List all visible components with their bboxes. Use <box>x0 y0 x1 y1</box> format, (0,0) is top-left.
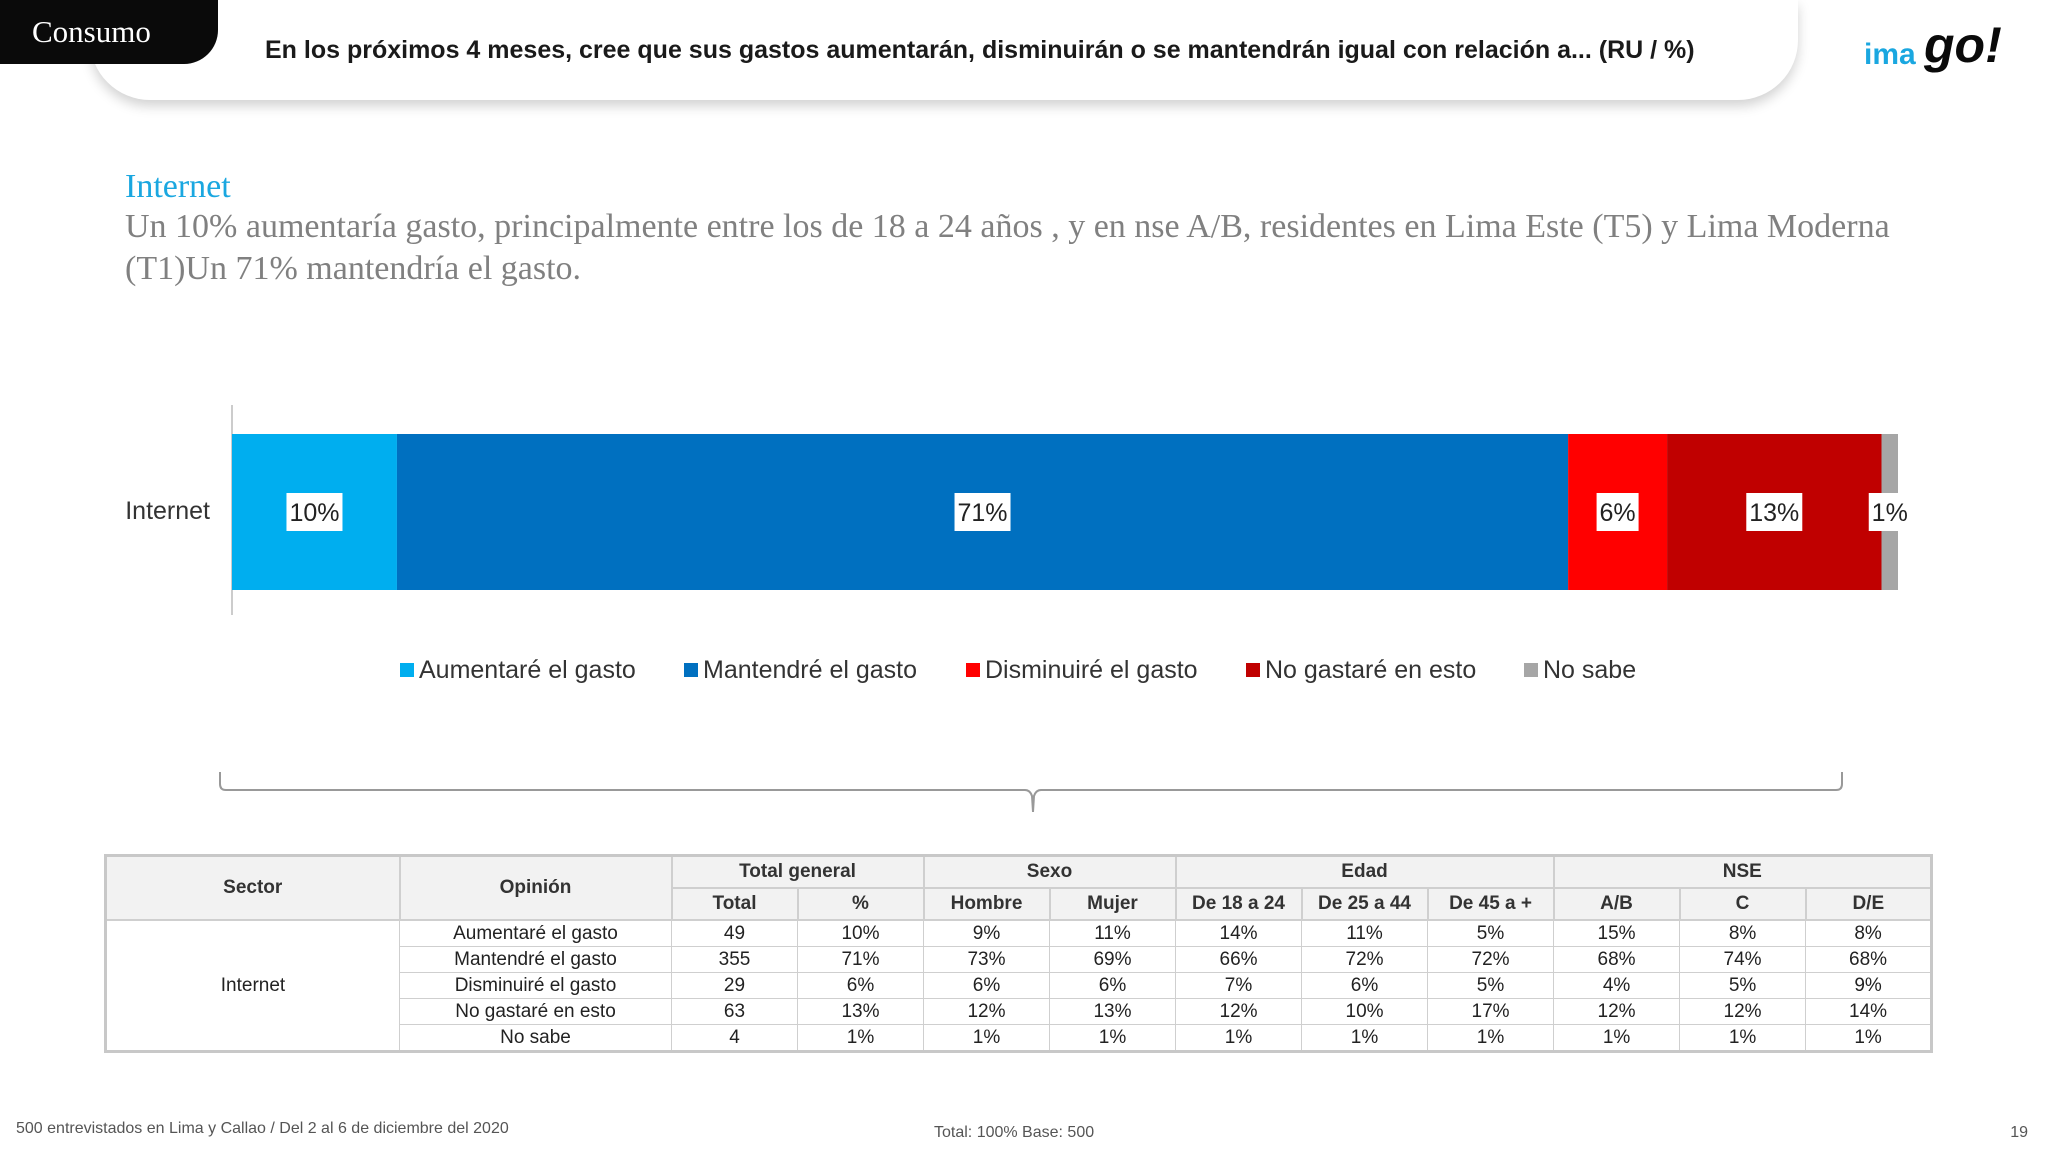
value-cell: 11% <box>1050 920 1176 947</box>
brand-logo <box>1862 16 2012 80</box>
legend-label-0: Aumentaré el gasto <box>419 656 636 684</box>
opinion-cell: Mantendré el gasto <box>400 947 672 973</box>
value-cell: 6% <box>1302 973 1428 999</box>
data-label-3: 13% <box>1749 499 1800 527</box>
sector-cell: Internet <box>106 920 400 1052</box>
value-cell: 11% <box>1302 920 1428 947</box>
value-cell: 17% <box>1428 999 1554 1025</box>
question-text: En los próximos 4 meses, cree que sus gastos aumentarán, disminuirán o se mantendrán igual con relación a... (RU / %) <box>265 36 1695 64</box>
value-cell: 1% <box>1554 1025 1680 1052</box>
value-cell: 5% <box>1428 920 1554 947</box>
value-cell: 13% <box>798 999 924 1025</box>
value-cell: 15% <box>1554 920 1680 947</box>
header-nse-de: D/E <box>1806 888 1932 920</box>
header-mujer: Mujer <box>1050 888 1176 920</box>
value-cell: 68% <box>1806 947 1932 973</box>
bar-group <box>232 434 1911 590</box>
value-cell: 71% <box>798 947 924 973</box>
legend-swatch-3 <box>1246 663 1260 677</box>
value-cell: 68% <box>1554 947 1680 973</box>
value-cell: 14% <box>1176 920 1302 947</box>
value-cell: 66% <box>1176 947 1302 973</box>
value-cell: 1% <box>924 1025 1050 1052</box>
table-row <box>106 920 1932 947</box>
value-cell: 10% <box>798 920 924 947</box>
logo-text: ima <box>1864 38 1916 71</box>
header-nse-ab: A/B <box>1554 888 1680 920</box>
value-cell: 49 <box>672 920 798 947</box>
value-cell: 73% <box>924 947 1050 973</box>
value-cell: 1% <box>1050 1025 1176 1052</box>
legend-label-2: Disminuiré el gasto <box>985 656 1198 684</box>
data-label-2: 6% <box>1599 499 1636 527</box>
summary-title: Internet <box>125 168 231 205</box>
table-body <box>106 920 1932 1052</box>
legend-label-1: Mantendré el gasto <box>703 656 918 684</box>
footer-source: 500 entrevistados en Lima y Callao / Del 2 al 6 de diciembre del 2020 <box>16 1120 509 1137</box>
value-cell: 72% <box>1428 947 1554 973</box>
header-total-general: Total general <box>672 856 924 889</box>
value-cell: 12% <box>1680 999 1806 1025</box>
value-cell: 9% <box>924 920 1050 947</box>
legend-swatch-1 <box>684 663 698 677</box>
value-cell: 6% <box>1050 973 1176 999</box>
value-cell: 6% <box>798 973 924 999</box>
header-sector: Sector <box>106 856 400 921</box>
summary-text: Un 10% aumentaría gasto, principalmente entre los de 18 a 24 años , y en nse A/B, residentes en Lima Este (T5) y Lima Moderna (T1)Un 71% mantendría el gasto. <box>125 208 1890 287</box>
value-cell: 1% <box>1680 1025 1806 1052</box>
section-tag: Consumo <box>0 0 218 64</box>
legend-label-4: No sabe <box>1543 656 1637 684</box>
logo-text-2: go! <box>1924 17 2002 73</box>
data-label-0: 10% <box>289 499 340 527</box>
value-cell: 8% <box>1680 920 1806 947</box>
value-cell: 29 <box>672 973 798 999</box>
value-cell: 1% <box>1176 1025 1302 1052</box>
legend <box>400 656 1636 684</box>
legend-swatch-2 <box>966 663 980 677</box>
header-edad-25-44: De 25 a 44 <box>1302 888 1428 920</box>
legend-item-4 <box>1524 656 1636 684</box>
footer-base: Total: 100% Base: 500 <box>934 1124 1095 1141</box>
legend-item-3 <box>1246 656 1476 684</box>
legend-swatch-0 <box>400 663 414 677</box>
data-label-4: 1% <box>1871 499 1908 527</box>
value-cell: 12% <box>924 999 1050 1025</box>
opinion-cell: Disminuiré el gasto <box>400 973 672 999</box>
legend-label-3: No gastaré en esto <box>1265 656 1477 684</box>
results-table <box>104 854 1933 1053</box>
value-cell: 5% <box>1428 973 1554 999</box>
value-cell: 4% <box>1554 973 1680 999</box>
header-sexo: Sexo <box>924 856 1176 889</box>
page-number: 19 <box>2010 1124 2028 1141</box>
legend-swatch-4 <box>1524 663 1538 677</box>
value-cell: 12% <box>1176 999 1302 1025</box>
header-hombre: Hombre <box>924 888 1050 920</box>
value-cell: 1% <box>798 1025 924 1052</box>
opinion-cell: No gastaré en esto <box>400 999 672 1025</box>
legend-item-0 <box>400 656 636 684</box>
value-cell: 6% <box>924 973 1050 999</box>
value-cell: 8% <box>1806 920 1932 947</box>
opinion-cell: Aumentaré el gasto <box>400 920 672 947</box>
header-nse: NSE <box>1554 856 1932 889</box>
value-cell: 9% <box>1806 973 1932 999</box>
value-cell: 1% <box>1806 1025 1932 1052</box>
header-pct: % <box>798 888 924 920</box>
header-edad-18-24: De 18 a 24 <box>1176 888 1302 920</box>
table-brace <box>210 770 1850 820</box>
header-opinion: Opinión <box>400 856 672 921</box>
value-cell: 7% <box>1176 973 1302 999</box>
value-cell: 14% <box>1806 999 1932 1025</box>
data-label-1: 71% <box>957 499 1008 527</box>
value-cell: 1% <box>1302 1025 1428 1052</box>
header-nse-c: C <box>1680 888 1806 920</box>
value-cell: 69% <box>1050 947 1176 973</box>
value-cell: 72% <box>1302 947 1428 973</box>
value-cell: 1% <box>1428 1025 1554 1052</box>
value-cell: 12% <box>1554 999 1680 1025</box>
header-edad: Edad <box>1176 856 1554 889</box>
legend-item-1 <box>684 656 917 684</box>
value-cell: 13% <box>1050 999 1176 1025</box>
legend-item-2 <box>966 656 1198 684</box>
category-label: Internet <box>125 497 210 525</box>
value-cell: 74% <box>1680 947 1806 973</box>
opinion-cell: No sabe <box>400 1025 672 1052</box>
stacked-bar-chart <box>0 380 2048 700</box>
value-cell: 5% <box>1680 973 1806 999</box>
header-edad-45-plus: De 45 a + <box>1428 888 1554 920</box>
value-cell: 10% <box>1302 999 1428 1025</box>
value-cell: 355 <box>672 947 798 973</box>
value-cell: 63 <box>672 999 798 1025</box>
header-total: Total <box>672 888 798 920</box>
value-cell: 4 <box>672 1025 798 1052</box>
